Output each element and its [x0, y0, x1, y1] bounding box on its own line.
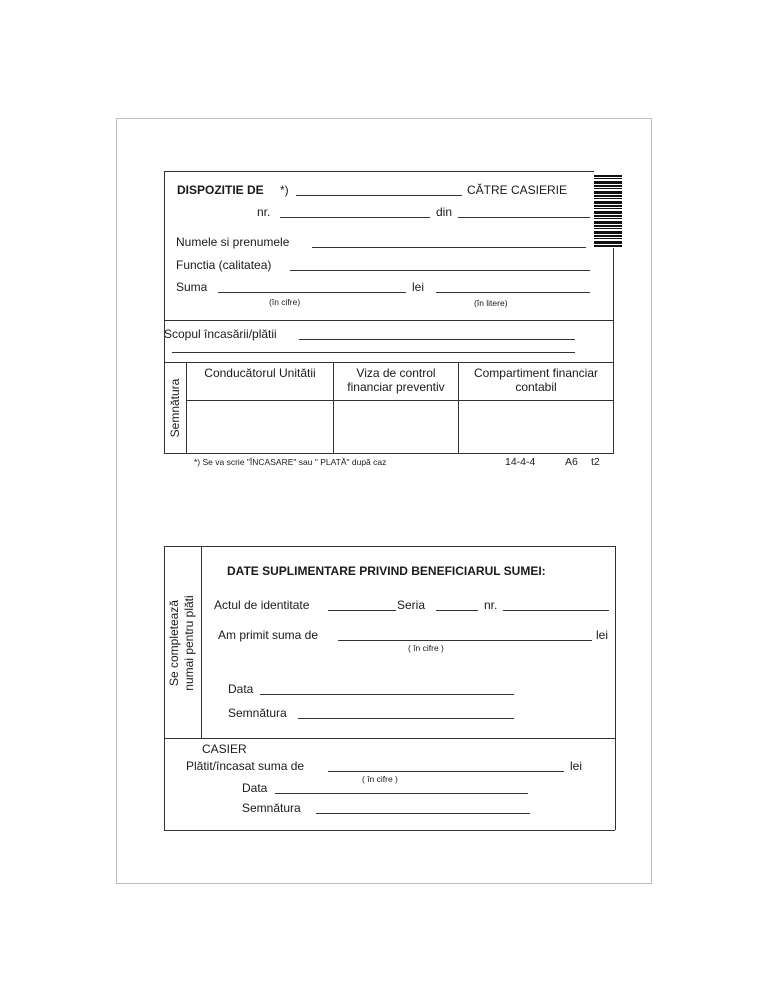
form1-col-conducator: Conducătorul Unitătii — [204, 366, 316, 380]
form2-in-cifre-hint: ( în cifre ) — [408, 643, 444, 653]
form2-seria-label: Seria — [397, 598, 426, 612]
form1-col-compartiment: Compartiment financiar contabil — [473, 366, 599, 394]
form1-footnote: *) Se va scrie "ÎNCASARE" sau " PLATĂ" după caz — [194, 457, 387, 467]
form2-side-label — [167, 558, 197, 728]
form2-title: DATE SUPLIMENTARE PRIVIND BENEFICIARUL SUMEI: — [227, 564, 546, 578]
form1-semnatura-side-label: Semnătura — [168, 378, 182, 438]
form1-bottom-border — [164, 453, 613, 454]
form2-lei2-label: lei — [570, 759, 583, 773]
form2-data2-label: Data — [242, 781, 268, 795]
form2-top-border — [164, 546, 615, 547]
form2-am-primit-label: Am primit suma de — [218, 628, 319, 642]
form1-divider-scope — [164, 320, 613, 321]
form1-left-border — [164, 171, 165, 454]
form1-scopul-label: Scopul încasării/plătii — [164, 327, 277, 341]
form1-nr-field[interactable] — [280, 217, 430, 218]
form2-side-divider — [201, 546, 202, 738]
form2-lei-label: lei — [596, 628, 609, 642]
form1-top-border — [164, 171, 594, 172]
form1-right-border — [613, 248, 614, 454]
form2-platit-field[interactable] — [328, 771, 564, 772]
form2-actul-label: Actul de identitate — [214, 598, 310, 612]
form2-nr-label: nr. — [484, 598, 498, 612]
form2-side-label-line1: Se completează — [167, 599, 181, 687]
form1-suma-label: Suma — [176, 280, 208, 294]
form1-suma-litere-field[interactable] — [436, 292, 590, 293]
form2-right-border — [615, 546, 616, 830]
form1-date-field[interactable] — [458, 217, 590, 218]
form1-nume-field[interactable] — [312, 247, 586, 248]
form2-actul-field[interactable] — [328, 610, 396, 611]
barcode-icon — [594, 175, 622, 247]
form2-left-border — [164, 546, 165, 830]
form1-signature-cell-conducator[interactable] — [187, 401, 332, 452]
form1-type-field[interactable] — [296, 195, 462, 196]
form1-lei-label: lei — [412, 280, 425, 294]
form2-seria-field[interactable] — [436, 610, 478, 611]
form2-data-field[interactable] — [260, 694, 514, 695]
form1-title-mark: *) — [280, 183, 289, 197]
form1-suma-cifre-field[interactable] — [218, 292, 406, 293]
form1-functia-label: Functia (calitatea) — [176, 258, 272, 272]
form1-col-viza: Viza de control financiar preventiv — [347, 366, 445, 394]
form1-title: DISPOZITIE DE — [177, 183, 264, 197]
form1-nr-label: nr. — [257, 205, 271, 219]
form1-in-litere-hint: (în litere) — [474, 298, 508, 308]
form1-divider-table — [164, 362, 613, 363]
form2-am-primit-field[interactable] — [338, 640, 592, 641]
form1-functia-field[interactable] — [290, 270, 590, 271]
form2-side-label-line2: numai pentru plăti — [182, 595, 196, 691]
form1-in-cifre-hint: (în cifre) — [269, 297, 301, 307]
form2-semnatura-label: Semnătura — [228, 706, 287, 720]
form2-casier-label: CASIER — [202, 742, 247, 756]
form2-data2-field[interactable] — [275, 793, 528, 794]
form1-scopul-field-1[interactable] — [299, 339, 575, 340]
form2-bottom-border — [164, 830, 615, 831]
form2-casier-divider — [164, 738, 615, 739]
form1-code-1: 14-4-4 — [505, 456, 536, 468]
form1-code-2: A6 — [565, 456, 578, 468]
form2-semnatura2-field[interactable] — [316, 813, 530, 814]
form1-signature-cell-compartiment[interactable] — [459, 401, 612, 452]
form2-in-cifre2-hint: ( în cifre ) — [362, 774, 398, 784]
form2-nr-field[interactable] — [503, 610, 609, 611]
form1-nume-label: Numele si prenumele — [176, 235, 290, 249]
form2-semnatura-field[interactable] — [298, 718, 514, 719]
form2-semnatura2-label: Semnătura — [242, 801, 301, 815]
form1-din-label: din — [436, 205, 453, 219]
form2-platit-label: Plătit/încasat suma de — [186, 759, 305, 773]
form1-code-3: t2 — [591, 456, 600, 468]
form2-data-label: Data — [228, 682, 254, 696]
form1-signature-cell-viza[interactable] — [334, 401, 457, 452]
form1-scopul-field-2[interactable] — [172, 352, 575, 353]
form1-catre-casierie: CĂTRE CASIERIE — [467, 183, 568, 197]
